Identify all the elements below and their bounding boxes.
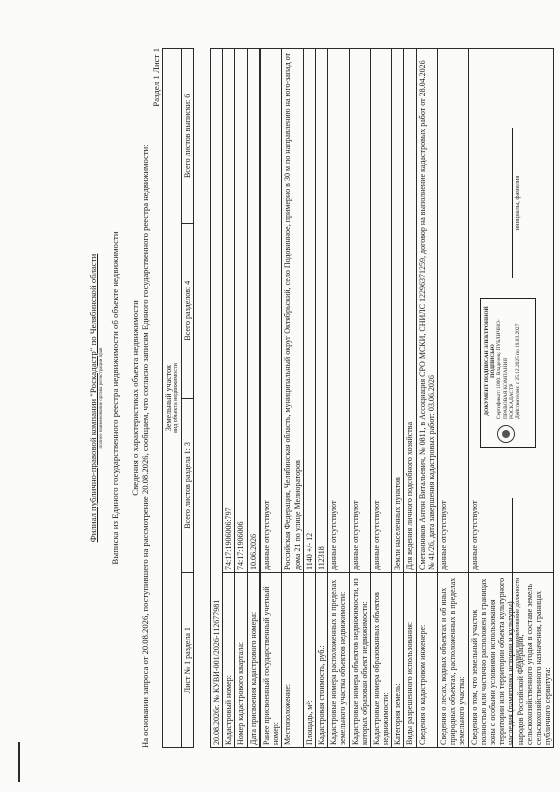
table-row <box>315 49 327 748</box>
row-label: Ранее присвоенный государственный учетный номер: <box>261 573 282 748</box>
row-label: Местоположение: <box>282 573 303 748</box>
sheets-total: Всего листов выписки: 6 <box>182 49 194 224</box>
row-label: Сведения о кадастровом инженере: <box>416 573 437 748</box>
row-value: Для ведения личного подсобного хозяйства <box>404 49 416 573</box>
identification-table <box>210 48 260 748</box>
cadastral-number-value: 74:17:1906006:797 <box>223 49 235 573</box>
table-row <box>438 49 469 748</box>
table-row <box>392 49 404 748</box>
stamp-title: ДОКУМЕНТ ПОДПИСАН ЭЛЕКТРОННОЙ ПОДПИСЬЮ <box>484 306 497 416</box>
organization-title: Филиал публично-правовой компании "Роскадастр" по Челябинской области <box>88 253 98 543</box>
row-value: Сметанников Антон Витальевич, № 0811, в Ассоциация СРО МСКИ, СНИЛС 12296371259, договор на выполнение кадастровых работ от 28.04.2026 № 41/26, дата завершения кадастровых работ: 03.06.2026 <box>416 49 437 573</box>
sheets-in-section: Всего листов раздела 1: 3 <box>182 398 194 573</box>
roskadastr-logo-icon <box>497 425 515 443</box>
table-row <box>404 49 416 748</box>
scan-edge-mark <box>18 742 20 782</box>
sections-count: Всего разделов: 4 <box>182 223 194 398</box>
cadastral-number-label: Кадастровый номер: <box>223 573 235 748</box>
row-value: данные отсутствуют <box>438 49 469 573</box>
extract-date-number: 20.08.2026г. № КУВИ-001/2026-112677981 <box>211 49 223 748</box>
row-label: Сведения о лесах, водных объектах и об иных природных объектах, расположенных в пределах земельного участка: <box>438 573 469 748</box>
table-row <box>370 49 391 748</box>
row-value: данные отсутствуют <box>261 49 282 573</box>
organization-subtitle: полное наименование органа регистрации прав <box>99 347 104 449</box>
row-value: данные отсутствуют <box>349 49 370 573</box>
row-value: Земли населенных пунктов <box>392 49 404 573</box>
request-line: На основании запроса от 20.08.2026, поступившего на рассмотрение 20.08.2026, сообщаем, что согласно записям Единого государственного реестра недвижимости: <box>140 144 150 748</box>
row-label: Площадь, м²: <box>303 573 315 748</box>
row-label: Категория земель: <box>392 573 404 748</box>
table-row <box>328 49 349 748</box>
sheet-number: Лист № 1 раздела 1 <box>182 573 194 748</box>
row-value: Российская Федерация, Челябинская область, муниципальный округ Октябрьский, село Подовинное, примерно в 30 м по направлению на юго-запад от дома 21 по улице Мелиораторов <box>282 49 303 573</box>
row-value: 1140 +/- 12 <box>303 49 315 573</box>
row-label: Кадастровые номера образованных объектов недвижимости: <box>370 573 391 748</box>
quarter-value: 74:17:1906006 <box>235 49 247 573</box>
rotated-page-content <box>88 48 553 748</box>
section-page-indicator: Раздел 1 Лист 1 <box>151 48 161 107</box>
row-value: данные отсутствуют <box>370 49 391 573</box>
object-type: Земельный участок <box>164 364 173 432</box>
table-row <box>282 49 303 748</box>
stamp-owner: РОСКАДАСТР <box>508 383 515 419</box>
quarter-label: Номер кадастрового квартала: <box>235 573 247 748</box>
table-row <box>261 49 282 748</box>
row-label: Кадастровая стоимость, руб.: <box>315 573 327 748</box>
position-caption: полное наименование должности <box>512 498 521 748</box>
electronic-signature-stamp <box>480 298 536 448</box>
row-value: данные отсутствуют <box>468 49 554 573</box>
section-title: Сведения о характеристиках объекта недвижимости <box>130 300 140 496</box>
table-row <box>303 49 315 748</box>
row-label: Сведения о том, что земельный участок полностью или частично расположен в границах зоны с особыми условиями использования территории или территории объекта культурного наследия (памятника истории и культуры) народов Российской Федерации, сельскохозяйственного угодья в составе земель сельскохозяйственного назначения, границах публичного сервитута: <box>468 573 554 748</box>
document-title: Выписка из Единого государственного реестра недвижимости об объекте недвижимости <box>110 231 120 565</box>
stamp-validity: Действителен: с 25.12.2025 по 19.03.2027 <box>515 323 522 419</box>
object-type-caption: вид объекта недвижимости <box>173 363 180 433</box>
row-value: 112318 <box>315 49 327 573</box>
assign-date-value: 10.06.2026 <box>247 49 259 573</box>
object-type-cell <box>163 49 182 748</box>
stamp-certificate: Сертификат: 1000. Владелец: ПУБЛИЧНО-ПРАВОВАЯ КОМПАНИЯ <box>496 319 509 419</box>
assign-date-label: Дата присвоения кадастрового номера: <box>247 573 259 748</box>
table-row <box>416 49 437 748</box>
row-label: Кадастровые номера расположенных в пределах земельного участка объектов недвижимости: <box>328 573 349 748</box>
name-caption: инициалы, фамилия <box>512 128 521 278</box>
row-label: Кадастровые номера объектов недвижимости, из которых образован объект недвижимости: <box>349 573 370 748</box>
row-value: данные отсутствуют <box>328 49 349 573</box>
object-type-table <box>162 48 194 748</box>
table-row <box>349 49 370 748</box>
row-label: Виды разрешенного использования: <box>404 573 416 748</box>
